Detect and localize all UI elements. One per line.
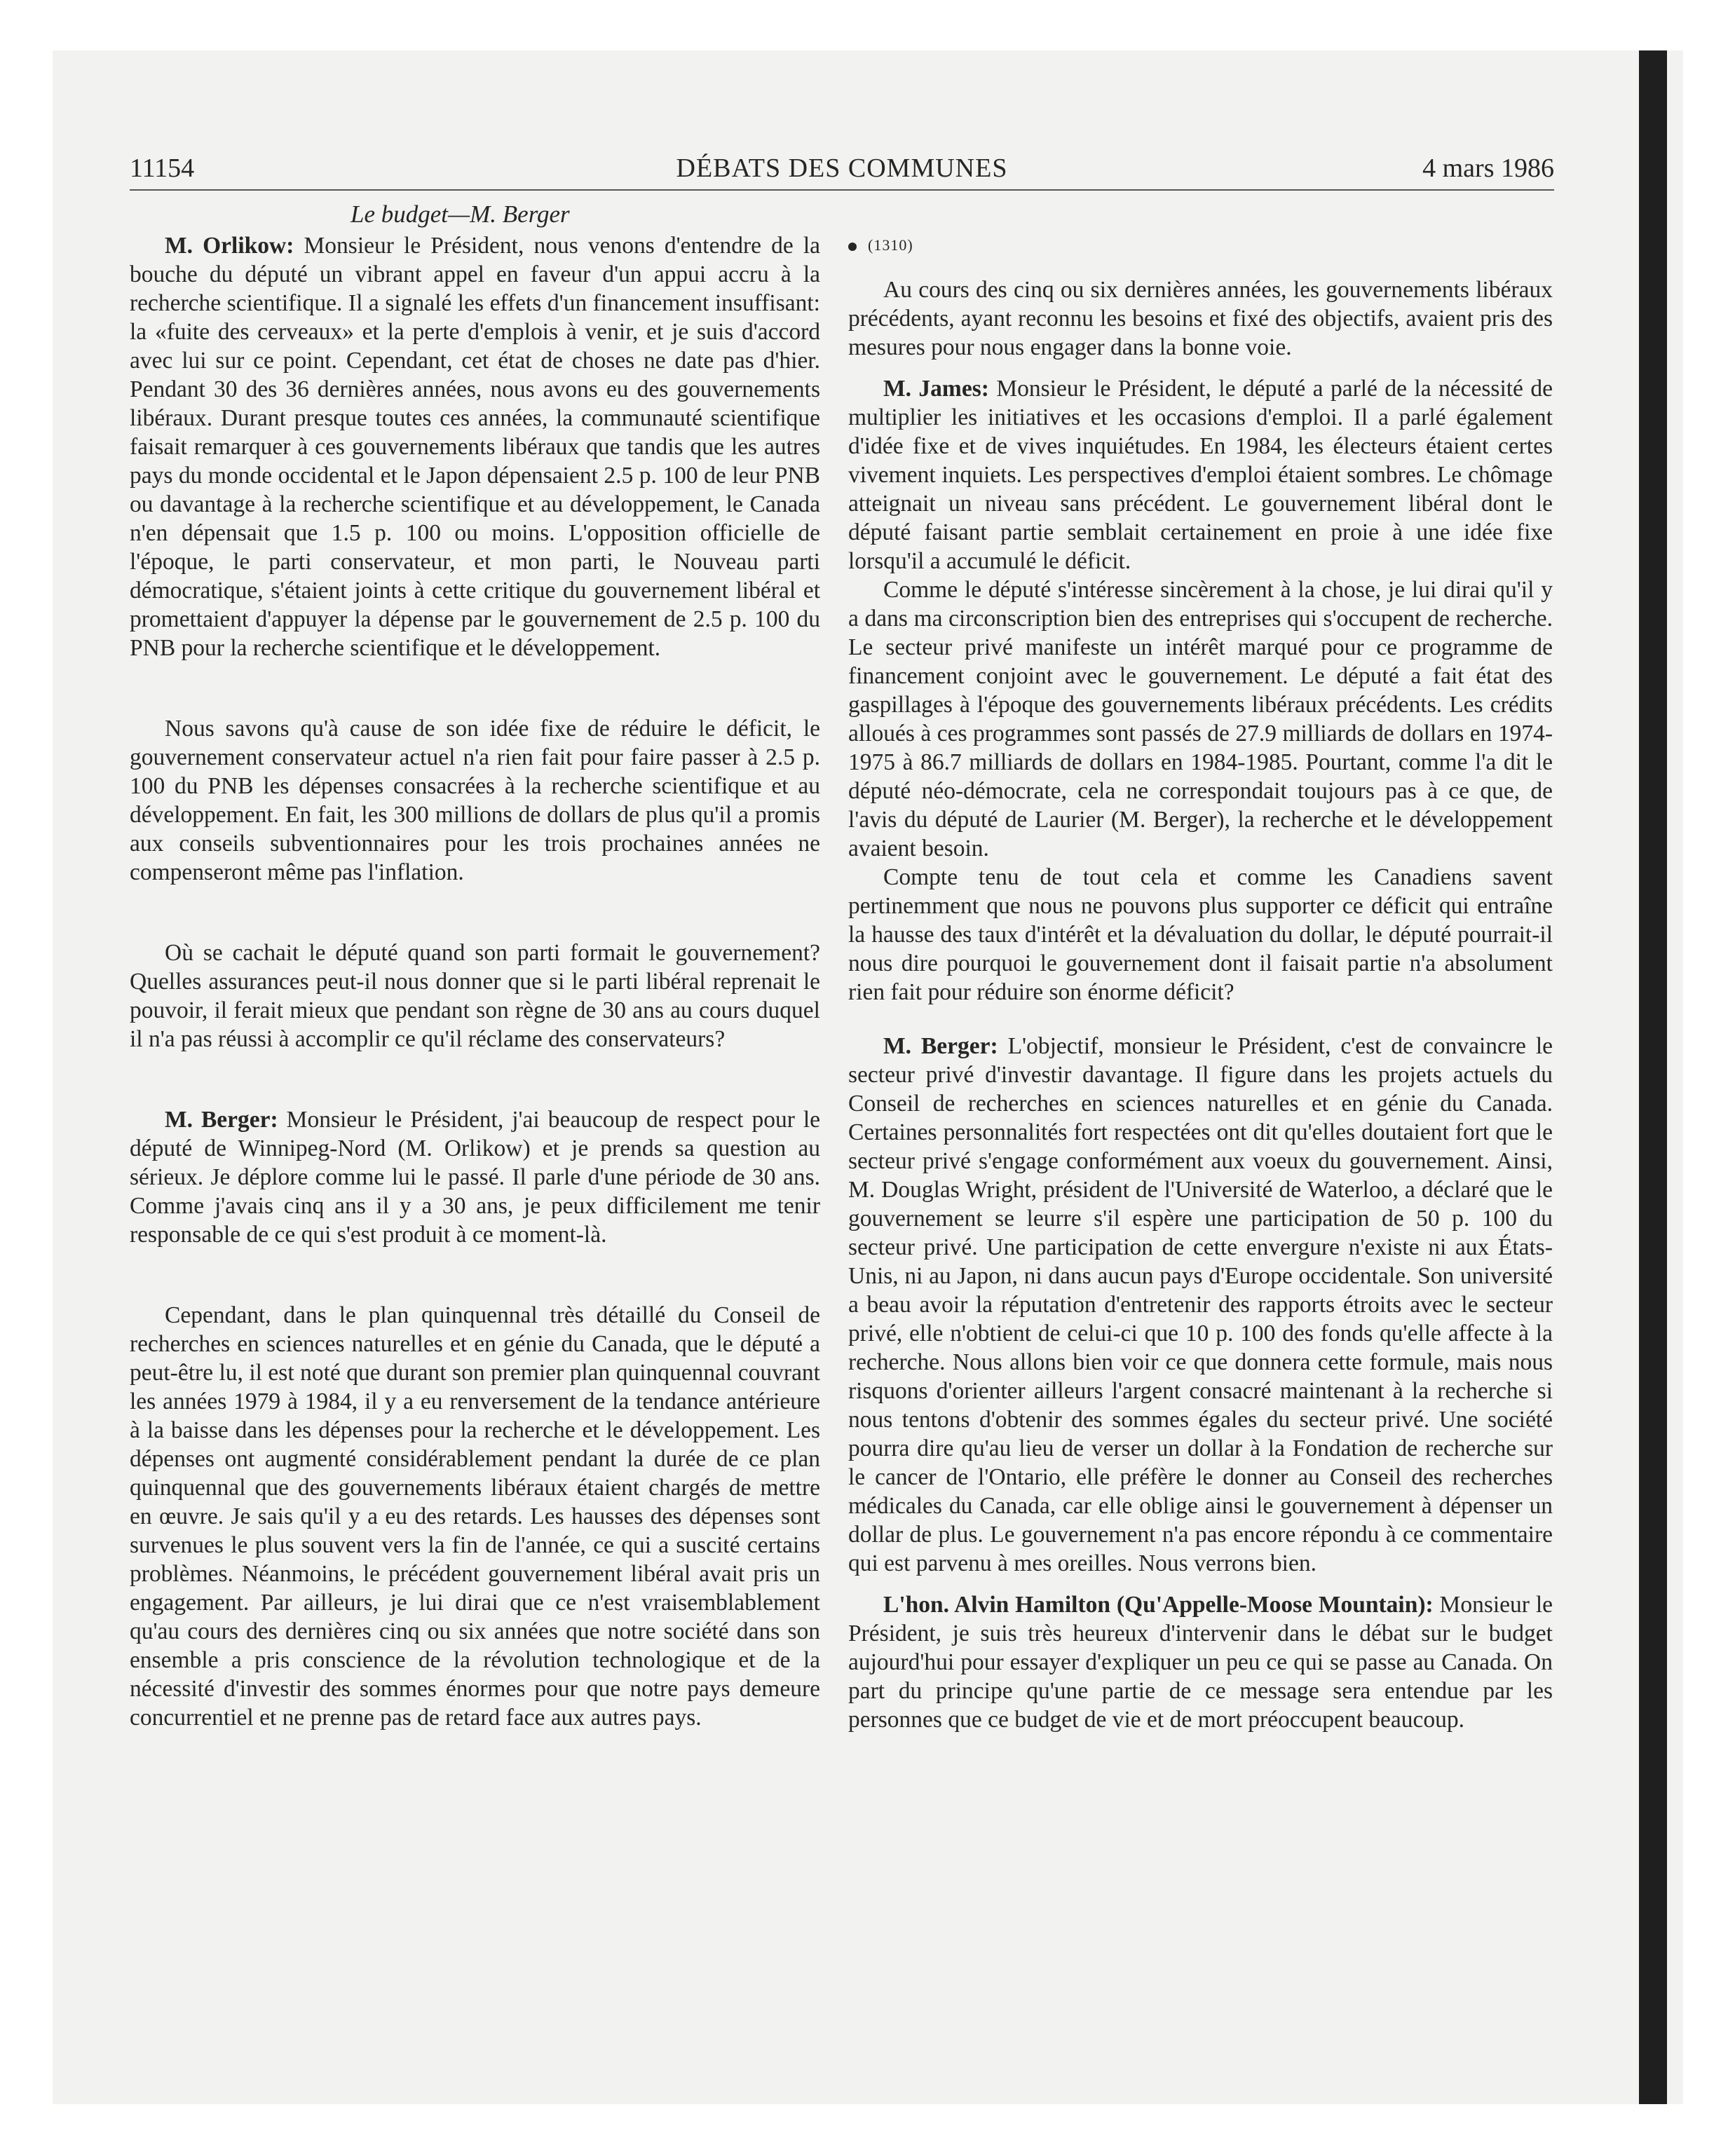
section-subtitle: Le budget—M. Berger <box>351 200 570 228</box>
paragraph-text: Au cours des cinq ou six dernières années, les gouvernements libéraux précédents, ayant reconnu les besoins et fixé des objectifs, avaient pris des mesures pour nous engager dans la bonne voie. <box>848 277 1553 360</box>
paragraph <box>848 863 1553 1007</box>
paragraph-orlikow <box>130 231 820 662</box>
paragraph <box>848 275 1553 362</box>
paragraph-text: Nous savons qu'à cause de son idée fixe de réduire le déficit, le gouvernement conservateur actuel n'a rien fait pour faire passer à 2.5 p. 100 du PNB les dépenses consacrées à la recherche scientifique et au développement. En fait, les 300 millions de dollars de plus qu'il a promis aux conseils subventionnaires pour les trois prochaines années ne compenseront même pas l'inflation. <box>130 716 820 885</box>
paragraph-text: Cependant, dans le plan quinquennal très détaillé du Conseil de recherches en sciences naturelles et en génie du Canada, que le député a peut-être lu, il est noté que durant son premier plan quinquennal couvrant les années 1979 à 1984, il y a eu renversement de la tendance antérieure à la baisse dans les dépenses pour la recherche et le développement. Les dépenses ont augmenté considérablement pendant la durée de ce plan quinquennal que des gouvernements libéraux étaient chargés de mettre en œuvre. Je sais qu'il y a eu des retards. Les hausses des dépenses sont survenues le plus souvent vers la fin de l'année, ce qui a suscité certains problèmes. Néanmoins, le précédent gouvernement libéral avait pris un engagement. Par ailleurs, je lui dirai que ce n'est vraisemblablement qu'au cours des dernières cinq ou six années que notre société dans son ensemble a pris conscience de la révolution technologique et de la nécessité d'investir des sommes énormes pour que notre pays demeure concurrentiel et ne prenne pas de retard face aux autres pays. <box>130 1302 820 1731</box>
paragraph-text: Où se cachait le député quand son parti formait le gouvernement? Quelles assurances peut-il nous donner que si le parti libéral reprenait le pouvoir, il ferait mieux que pendant son règne de 30 ans au cours duquel il n'a pas réussi à accomplir ce qu'il réclame des conservateurs? <box>130 940 820 1052</box>
left-column <box>130 200 820 1732</box>
speaker-name: M. Orlikow: <box>165 233 294 259</box>
paragraph-text: Monsieur le Président, je suis très heureux d'intervenir dans le débat sur le budget aujourd'hui pour essayer d'expliquer un peu ce qui se passe au Canada. On part du principe qu'une partie de ce message sera entendue par les personnes que ce budget de vie et de mort préoccupent beaucoup. <box>848 1592 1553 1733</box>
page-header <box>130 147 1554 191</box>
paragraph-text: Compte tenu de tout cela et comme les Canadiens savent pertinemment que nous ne pouvons plus supporter ce déficit qui entraîne la hausse des taux d'intérêt et la dévaluation du dollar, le député pourrait-il nous dire pourquoi le gouvernement dont il faisait partie n'a absolument rien fait pour réduire son énorme déficit? <box>848 864 1553 1005</box>
paragraph-text: L'objectif, monsieur le Président, c'est de convaincre le secteur privé d'investir davantage. Il figure dans les projets actuels du Conseil de recherches en sciences naturelles et en génie du Canada. Certaines personnalités fort respectées ont dit qu'elles doutaient fort que le secteur privé s'engage conformément aux voeux du gouvernement. Ainsi, M. Douglas Wright, président de l'Université de Waterloo, a déclaré que le gouvernement se leurre s'il espère une participation de 50 p. 100 du secteur privé. Une participation de cette envergure n'existe ni aux États-Unis, ni au Japon, ni dans aucun pays d'Europe occidentale. Son université a beau avoir la réputation d'entretenir des rapports étroits avec le secteur privé, elle n'obtient de celui-ci que 10 p. 100 des fonds qu'elle affecte à la recherche. Nous allons bien voir ce que donnera cette formule, mais nous risquons d'orienter ailleurs l'argent consacré maintenant à la recherche si nous tentons d'obtenir des sommes égales du secteur privé. Une société pourra dire qu'au lieu de verser un dollar à la Fondation de recherche sur le cancer de l'Ontario, elle préfère le donner au Conseil des recherches médicales du Canada, car elle oblige ainsi le gouvernement à dépenser un dollar de plus. Le gouvernement n'a pas encore répondu à ce commentaire qui est parvenu à mes oreilles. Nous verrons bien. <box>848 1033 1553 1576</box>
speaker-name: M. James: <box>883 376 989 402</box>
paragraph <box>130 939 820 1053</box>
right-column <box>848 235 1553 1734</box>
time-marker-text: (1310) <box>868 236 913 254</box>
speaker-name: L'hon. Alvin Hamilton (Qu'Appelle-Moose Mountain): <box>883 1592 1434 1618</box>
page-number: 11154 <box>130 153 195 183</box>
paragraph-hamilton <box>848 1590 1553 1734</box>
publication-title: DÉBATS DES COMMUNES <box>676 153 1008 183</box>
scan-edge-shadow <box>1639 50 1667 2104</box>
paragraph <box>130 714 820 887</box>
paragraph-text: Monsieur le Président, j'ai beaucoup de respect pour le député de Winnipeg-Nord (M. Orlikow) et je prends sa question au sérieux. Je déplore comme lui le passé. Il parle d'une période de 30 ans. Comme j'avais cinq ans il y a 30 ans, je peux difficilement me tenir responsable de ce qui s'est produit à ce moment-là. <box>130 1107 820 1248</box>
publication-date: 4 mars 1986 <box>1422 153 1554 183</box>
paragraph-james <box>848 374 1553 575</box>
paragraph-berger <box>130 1105 820 1249</box>
paragraph-text: Monsieur le Président, le député a parlé de la nécessité de multiplier les initiatives et les occasions d'emploi. Il a parlé également d'idée fixe et de vives inquiétudes. En 1984, les électeurs étaient certes vivement inquiets. Les perspectives d'emploi étaient sombres. Le chômage atteignait un niveau sans précédent. Le gouvernement libéral dont le député faisant partie semblait certainement en proie à une idée fixe lorsqu'il a accumulé le déficit. <box>848 376 1553 574</box>
paragraph-text: Monsieur le Président, nous venons d'entendre de la bouche du député un vibrant appel en faveur d'un appui accru à la recherche scientifique. Il a signalé les effets d'un financement insuffisant: la «fuite des cerveaux» et la perte d'emplois à venir, et je suis d'accord avec lui sur ce point. Cependant, cet état de choses ne date pas d'hier. Pendant 30 des 36 dernières années, nous avons eu des gouvernements libéraux. Durant presque toutes ces années, la communauté scientifique faisait remarquer à ces gouvernements libéraux que tandis que les autres pays du monde occidental et le Japon dépensaient 2.5 p. 100 de leur PNB ou davantage à la recherche scientifique et au développement, le Canada n'en dépensait que 1.5 p. 100 ou moins. L'opposition officielle de l'époque, le parti conservateur, et mon parti, le Nouveau parti démocratique, s'étaient joints à cette critique du gouvernement libéral et promettaient d'appuyer la dépense par le gouvernement de 2.5 p. 100 du PNB pour la recherche scientifique et le développement. <box>130 233 821 661</box>
paragraph-berger <box>848 1032 1553 1578</box>
time-marker <box>848 235 1553 256</box>
paragraph <box>130 1301 820 1732</box>
bullet-dot-icon <box>848 243 857 251</box>
speaker-name: M. Berger: <box>165 1107 278 1133</box>
speaker-name: M. Berger: <box>883 1033 998 1059</box>
paragraph <box>848 575 1553 863</box>
paragraph-text: Comme le député s'intéresse sincèrement à la chose, je lui dirai qu'il y a dans ma circonscription bien des entreprises qui s'occupent de recherche. Le secteur privé manifeste un intérêt marqué pour ce programme de financement conjoint avec le gouvernement. Le député a fait état des gaspillages à l'époque des gouvernements libéraux précédents. Les crédits alloués à ces programmes sont passés de 27.9 milliards de dollars en 1974-1975 à 86.7 milliards de dollars en 1984-1985. Pourtant, comme l'a dit le député néo-démocrate, cela ne correspondait toujours pas à ce que, de l'avis du député de Laurier (M. Berger), la recherche et le développement avaient besoin. <box>848 577 1553 861</box>
